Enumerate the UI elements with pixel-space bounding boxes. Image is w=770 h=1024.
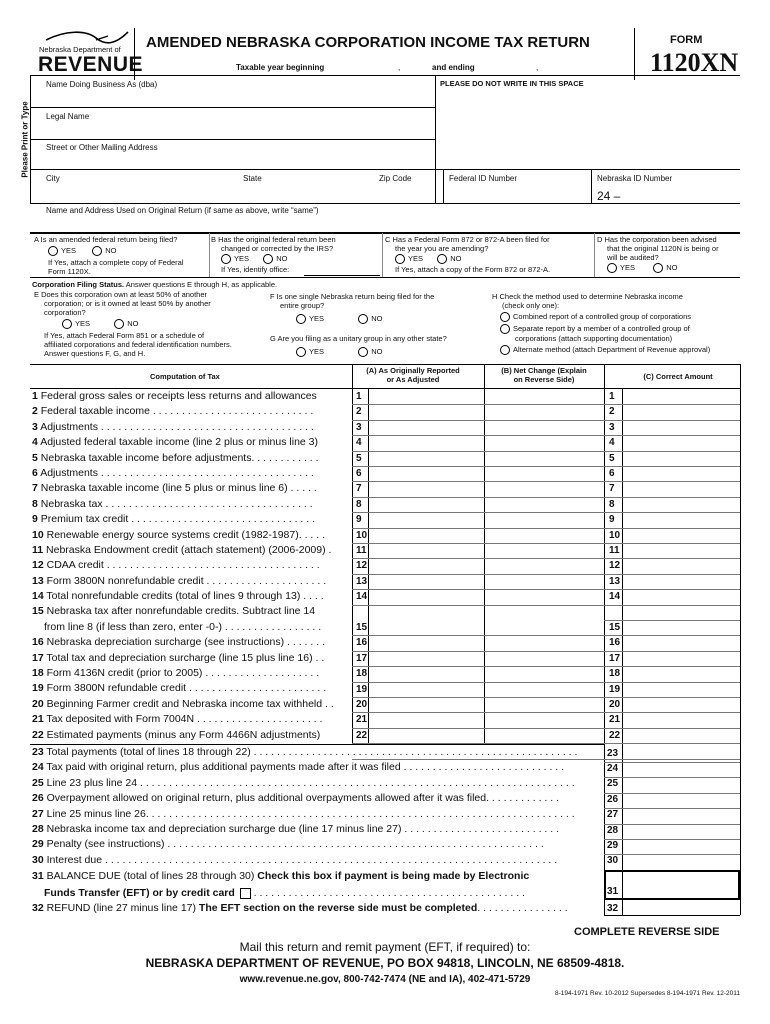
box-c-number: 22 — [609, 729, 621, 741]
year-end-comma: , — [536, 63, 539, 72]
line-4-col-b-input[interactable] — [486, 436, 602, 449]
taxable-year-begin-input[interactable] — [338, 60, 394, 72]
line-20-col-b-input[interactable] — [486, 698, 602, 711]
box-a-number: 17 — [356, 652, 368, 664]
line-7-col-a-input[interactable] — [370, 482, 482, 495]
box-a-number: 12 — [356, 560, 368, 572]
question-b: B Has the original federal return been changed or corrected by the IRS? YES NO If Yes, identify office: — [211, 235, 336, 275]
line-18-col-a-input[interactable] — [370, 667, 482, 680]
box-a-number: 6 — [356, 468, 362, 479]
line-14-col-c-input[interactable] — [624, 590, 738, 603]
box-c-number: 14 — [609, 591, 621, 603]
box-c-number: 3 — [609, 421, 615, 433]
line-12-col-b-input[interactable] — [486, 559, 602, 572]
line-27: 27 Line 25 minus line 26. . . . . . . . . . . . . . . . . . . . . . . . . . . . . . . . . . . . . . . . . . . . . . . . . . . . . . . . . . . . . . . . . . . . . . . . . . — [32, 807, 575, 820]
line-7-col-b-input[interactable] — [486, 482, 602, 495]
form-number: 1120XN — [650, 48, 739, 77]
line-28-input[interactable] — [624, 825, 738, 838]
line-14: 14 Total nonrefundable credits (total of lines 9 through 13) . . . . — [32, 590, 324, 603]
dba-input[interactable] — [44, 90, 434, 106]
year-begin-comma: , — [398, 63, 401, 72]
e-yes-radio[interactable] — [62, 319, 72, 329]
line-2-col-a-input[interactable] — [370, 405, 482, 418]
line-23: 23 Total payments (total of lines 18 through 22) . . . . . . . . . . . . . . . . . . . . . . . . . . . . . . . . . . . . . . . . . . . . . . . . . . . . . . . . — [32, 746, 578, 758]
box-25-number: 25 — [607, 778, 619, 790]
box-a-number: 20 — [356, 699, 368, 710]
box-c-number: 2 — [609, 406, 615, 418]
line-1-col-c-input[interactable] — [624, 390, 738, 403]
question-f: F Is one single Nebraska return being filed for the entire group? YES NO — [270, 292, 435, 323]
line-22: 22 Estimated payments (minus any Form 4466N adjustments) — [32, 728, 321, 741]
box-a-number: 9 — [356, 514, 362, 526]
line-25-input[interactable] — [624, 778, 738, 791]
box-28-number: 28 — [607, 824, 619, 836]
line-9-col-a-input[interactable] — [370, 513, 482, 526]
nebraska-id-label: Nebraska ID Number — [597, 174, 673, 183]
box-c-number: 11 — [609, 545, 620, 556]
box-a-number: 13 — [356, 575, 368, 587]
line-3-col-b-input[interactable] — [486, 421, 602, 434]
complete-reverse-side: COMPLETE REVERSE SIDE — [574, 926, 720, 938]
col-b-header: (B) Net Change (Explain on Reverse Side) — [501, 366, 587, 384]
line-13-col-a-input[interactable] — [370, 575, 482, 588]
line-27-input[interactable] — [624, 809, 738, 822]
taxable-year-label: Taxable year beginning — [236, 63, 325, 72]
line-12-col-a-input[interactable] — [370, 559, 482, 572]
box-26-number: 26 — [607, 793, 619, 805]
box-a-number: 18 — [356, 668, 368, 680]
line-25: 25 Line 23 plus line 24 . . . . . . . . . . . . . . . . . . . . . . . . . . . . . . . . . . . . . . . . . . . . . . . . . . . . . . . . . . . . . . . . . . . . . . . . . . . — [32, 776, 575, 789]
nebraska-id-prefix: 24 – — [597, 189, 621, 203]
line-22-col-b-input[interactable] — [486, 729, 602, 742]
question-c: C Has a Federal Form 872 or 872-A been filed for the year you are amending? YES NO If Yes, attach a copy of the Form 872 or 872-A. — [385, 235, 551, 275]
line-19-col-a-input[interactable] — [370, 683, 482, 696]
line-21-col-a-input[interactable] — [370, 713, 482, 726]
taxable-year-end-input[interactable] — [482, 60, 534, 72]
line-29: 29 Penalty (see instructions) . . . . . . . . . . . . . . . . . . . . . . . . . . . . . . . . . . . . . . . . . . . . . . . . . . . . . . . . . . . . . . . . . — [32, 838, 544, 851]
box-c-number: 10 — [609, 529, 621, 541]
box-c-number: 6 — [609, 468, 615, 479]
dept-small-label: Nebraska Department of — [39, 45, 121, 54]
line-1-col-a-input[interactable] — [370, 390, 482, 403]
mailing-address: NEBRASKA DEPARTMENT OF REVENUE, PO BOX 94818, LINCOLN, NE 68509-4818. — [145, 956, 625, 970]
line-22-col-a-input[interactable] — [370, 729, 482, 742]
line-9-col-c-input[interactable] — [624, 513, 738, 526]
line-11: 11 Nebraska Endowment credit (attach statement) (2006-2009) . — [32, 543, 332, 556]
form-title: AMENDED NEBRASKA CORPORATION INCOME TAX RETURN — [146, 34, 590, 51]
city-label: City — [46, 174, 60, 183]
box-a-number: 21 — [356, 714, 368, 726]
box-c-number: 17 — [609, 652, 621, 664]
contact-info: www.revenue.ne.gov, 800-742-7474 (NE and IA), 402-471-5729 — [239, 974, 531, 985]
signature-swoosh-icon — [36, 26, 132, 46]
h-combined-radio[interactable] — [500, 312, 510, 322]
line-9-col-b-input[interactable] — [486, 513, 602, 526]
line-8-col-a-input[interactable] — [370, 498, 482, 511]
state-label: State — [243, 174, 262, 183]
b-no-radio[interactable] — [263, 254, 273, 264]
box-a-number: 22 — [356, 729, 368, 741]
line-7-col-c-input[interactable] — [624, 482, 738, 495]
box-c-number: 4 — [609, 437, 615, 449]
line-22-col-c-input[interactable] — [624, 729, 738, 742]
c-no-radio[interactable] — [437, 254, 447, 264]
box-c-number: 16 — [609, 637, 621, 649]
side-label: Please Print or Type — [20, 101, 30, 178]
mail-instructions: Mail this return and remit payment (EFT, if required) to: — [239, 940, 531, 954]
question-d: D Has the corporation been advised that the original 1120N is being or will be audited? YES NO — [597, 235, 719, 272]
line-4: 4 Adjusted federal taxable income (line 2 plus or minus line 3) — [32, 436, 319, 449]
dba-label: Name Doing Business As (dba) — [46, 80, 158, 89]
line-5: 5 Nebraska taxable income before adjustments. . . . . . . . . . . . — [32, 451, 319, 464]
and-ending-label: and ending — [432, 63, 475, 72]
long-lines — [32, 746, 604, 867]
line-1: 1 Federal gross sales or receipts less returns and allowances — [32, 390, 317, 402]
box-29-number: 29 — [607, 839, 619, 851]
line-20-col-a-input[interactable] — [370, 698, 482, 711]
box-c-number: 19 — [609, 683, 621, 695]
line-4-col-c-input[interactable] — [624, 436, 738, 449]
col-c-header: (C) Correct Amount — [643, 372, 713, 381]
box-c-number: 18 — [609, 668, 621, 680]
line-7: 7 Nebraska taxable income (line 5 plus or minus line 6) . . . . . — [32, 482, 317, 495]
box-a-number: 19 — [356, 683, 368, 695]
line-5-col-c-input[interactable] — [624, 452, 738, 465]
state-input[interactable] — [240, 184, 370, 200]
b-yes-radio[interactable] — [221, 254, 231, 264]
line-16-col-c-input[interactable] — [624, 636, 738, 649]
line-3-col-c-input[interactable] — [624, 421, 738, 434]
line-8: 8 Nebraska tax . . . . . . . . . . . . . . . . . . . . . . . . . . . . . . . . . . . . — [32, 497, 313, 510]
box-a-number: 15 — [356, 622, 368, 633]
line-30: 30 Interest due . . . . . . . . . . . . . . . . . . . . . . . . . . . . . . . . . . . . . . . . . . . . . . . . . . . . . . . . . . . . . . . . . . . . . . . . . . . . . . — [32, 853, 558, 866]
line-17-col-a-input[interactable] — [370, 652, 482, 665]
box-a-number: 2 — [356, 406, 362, 418]
box-a-number: 7 — [356, 483, 362, 495]
line-19-col-c-input[interactable] — [624, 683, 738, 696]
original-name-label: Name and Address Used on Original Return (if same as above, write “same”) — [46, 206, 319, 215]
line-11-col-c-input[interactable] — [624, 544, 738, 557]
box-a-number: 3 — [356, 421, 362, 433]
line-26-input[interactable] — [624, 794, 738, 807]
f-no-radio[interactable] — [358, 314, 368, 324]
box-c-number: 5 — [609, 452, 615, 464]
line-5-col-b-input[interactable] — [486, 452, 602, 465]
box-a-number: 16 — [356, 637, 368, 649]
box-c-number: 9 — [609, 514, 615, 526]
line-21-col-b-input[interactable] — [486, 713, 602, 726]
line-21-col-c-input[interactable] — [624, 713, 738, 726]
box-27-number: 27 — [607, 809, 619, 821]
line-3: 3 Adjustments . . . . . . . . . . . . . . . . . . . . . . . . . . . . . . . . . . . . . — [32, 420, 314, 433]
box-24-number: 24 — [607, 762, 619, 774]
line-12-col-c-input[interactable] — [624, 559, 738, 572]
col-a-header: (A) As Originally Reported or As Adjusted — [366, 366, 460, 384]
line-12: 12 CDAA credit . . . . . . . . . . . . . . . . . . . . . . . . . . . . . . . . . . . . . — [32, 559, 320, 572]
line-15-col-b-input[interactable] — [486, 621, 602, 634]
line-10-col-a-input[interactable] — [370, 529, 482, 542]
line-20: 20 Beginning Farmer credit and Nebraska income tax withheld . . — [32, 697, 334, 710]
line-9: 9 Premium tax credit . . . . . . . . . . . . . . . . . . . . . . . . . . . . . . . . — [32, 513, 315, 526]
zip-input[interactable] — [376, 184, 440, 200]
box-a-number: 10 — [356, 529, 368, 541]
question-e: E Does this corporation own at least 50% of another corporation; or is it owned at least 50% by another corporation? YES NO If Yes, attach Federal Form 851 or a schedule of affiliated corporations and federal identification numbers. Answer questions F, G, and H. — [34, 290, 232, 359]
line-11-col-b-input[interactable] — [486, 544, 602, 557]
line-2-col-c-input[interactable] — [624, 405, 738, 418]
federal-id-input[interactable] — [447, 184, 587, 200]
line-8-col-b-input[interactable] — [486, 498, 602, 511]
box-c-number: 12 — [609, 560, 621, 572]
box-c-number: 1 — [609, 391, 615, 402]
zip-label: Zip Code — [379, 174, 412, 183]
box-c-number: 8 — [609, 498, 615, 510]
box-a-number: 5 — [356, 452, 362, 464]
legal-name-label: Legal Name — [46, 112, 90, 121]
federal-id-label: Federal ID Number — [449, 174, 518, 183]
revision-info: 8-194-1971 Rev. 10-2012 Supersedes 8-194-1971 Rev. 12-2011 — [554, 990, 740, 997]
box-a-number: 1 — [356, 391, 362, 402]
city-input[interactable] — [44, 184, 234, 200]
line-6: 6 Adjustments . . . . . . . . . . . . . . . . . . . . . . . . . . . . . . . . . . . . . — [32, 466, 314, 479]
line-4-col-a-input[interactable] — [370, 436, 482, 449]
line-13: 13 Form 3800N nonrefundable credit . . . . . . . . . . . . . . . . . . . . . — [32, 574, 327, 587]
line-15-col-a-input[interactable] — [370, 621, 482, 634]
line-15-cont: from line 8 (if less than zero, enter -0-) . . . . . . . . . . . . . . . . . — [44, 620, 322, 633]
line-21: 21 Tax deposited with Form 7004N . . . . . . . . . . . . . . . . . . . . . . — [32, 713, 323, 726]
line-31-input[interactable] — [623, 872, 737, 898]
box-c-number: 20 — [609, 699, 621, 710]
line-18-col-c-input[interactable] — [624, 667, 738, 680]
line-20-col-c-input[interactable] — [624, 698, 738, 711]
g-no-radio[interactable] — [358, 347, 368, 357]
line-19-col-b-input[interactable] — [486, 683, 602, 696]
h-alternate-radio[interactable] — [500, 345, 510, 355]
line-16-col-b-input[interactable] — [486, 636, 602, 649]
line-1-col-b-input[interactable] — [486, 390, 602, 403]
a-no-radio[interactable] — [92, 246, 102, 256]
line-29-input[interactable] — [624, 840, 738, 853]
line-28: 28 Nebraska income tax and depreciation surcharge due (line 17 minus line 27) . . . . . . . . . . . . . . . . . . . . . . . . . . . — [32, 822, 560, 835]
line-16-col-a-input[interactable] — [370, 636, 482, 649]
line-31: 31 BALANCE DUE (total of lines 28 through 30) Check this box if payment is being made by Electronic Funds Transfer (EFT) or by credit card . . . . . . . . . . . . . . . . . . . . . . . . . . . . . . . . . . . . . . . . . . . . . . . — [32, 870, 530, 899]
line-15-col-c-input[interactable] — [624, 621, 738, 634]
line-19: 19 Form 3800N refundable credit . . . . . . . . . . . . . . . . . . . . . . . . — [32, 682, 327, 695]
line-10: 10 Renewable energy source systems credit (1982-1987). . . . . — [32, 528, 325, 541]
line-17: 17 Total tax and depreciation surcharge (line 15 plus line 16) . . — [32, 651, 325, 664]
line-17-col-b-input[interactable] — [486, 652, 602, 665]
box-c-number: 21 — [609, 714, 621, 726]
f-yes-radio[interactable] — [296, 314, 306, 324]
line-10-col-c-input[interactable] — [624, 529, 738, 542]
c-yes-radio[interactable] — [395, 254, 405, 264]
line-32-input[interactable] — [623, 901, 737, 914]
question-h: H Check the method used to determine Nebraska income (check only one): Combined report of a controlled group of corporations Separate report by a member of a controlled group of corporations (attach supporting documentation) Alternate method (attach Department of Revenue approval) — [492, 292, 711, 355]
form-label: FORM — [670, 34, 703, 46]
line-30-input[interactable] — [624, 855, 738, 868]
h-separate-radio[interactable] — [500, 324, 510, 334]
line-14-col-b-input[interactable] — [486, 590, 602, 603]
box-c-number: 15 — [609, 622, 621, 633]
line-6-col-a-input[interactable] — [370, 467, 482, 480]
box-a-number: 8 — [356, 498, 362, 510]
box-30-number: 30 — [607, 855, 619, 867]
line-6-col-b-input[interactable] — [486, 467, 602, 480]
line-10-col-b-input[interactable] — [486, 529, 602, 542]
line-6-col-c-input[interactable] — [624, 467, 738, 480]
g-yes-radio[interactable] — [296, 347, 306, 357]
line-14-col-a-input[interactable] — [370, 590, 482, 603]
question-g: G Are you filing as a unitary group in any other state? YES NO — [270, 334, 447, 356]
street-label: Street or Other Mailing Address — [46, 143, 158, 152]
e-no-radio[interactable] — [114, 319, 124, 329]
line-11-col-a-input[interactable] — [370, 544, 482, 557]
line-13-col-c-input[interactable] — [624, 575, 738, 588]
line-2: 2 Federal taxable income . . . . . . . . . . . . . . . . . . . . . . . . . . . . — [32, 405, 314, 418]
box-32-number: 32 — [607, 903, 619, 914]
box-c-number: 7 — [609, 483, 615, 495]
a-yes-radio[interactable] — [48, 246, 58, 256]
box-31-number: 31 — [607, 886, 619, 897]
box-a-number: 11 — [356, 545, 367, 556]
d-no-radio[interactable] — [653, 263, 663, 273]
d-yes-radio[interactable] — [607, 263, 617, 273]
box-c-number: 13 — [609, 575, 621, 587]
line-17-col-c-input[interactable] — [624, 652, 738, 665]
legal-name-input[interactable] — [44, 122, 434, 138]
line-13-col-b-input[interactable] — [486, 575, 602, 588]
line-24: 24 Tax paid with original return, plus additional payments made after it was filed . . . . . . . . . . . . . . . . . . . . . . . . . . . . — [32, 761, 565, 774]
box-a-number: 14 — [356, 591, 368, 603]
computation-lines — [32, 390, 352, 742]
line-18: 18 Form 4136N credit (prior to 2005) . . . . . . . . . . . . . . . . . . . . — [32, 667, 320, 680]
line-18-col-b-input[interactable] — [486, 667, 602, 680]
line-26: 26 Overpayment allowed on original return, plus additional overpayments allowed after it was filed. . . . . . . . . . . . . — [32, 792, 560, 805]
eft-checkbox[interactable] — [240, 888, 251, 899]
line-16: 16 Nebraska depreciation surcharge (see instructions) . . . . . . . — [32, 636, 325, 649]
line-8-col-c-input[interactable] — [624, 498, 738, 511]
question-a: A Is an amended federal return being filed? YES NO If Yes, attach a complete copy of Federal Form 1120X. — [34, 235, 184, 277]
computation-header: Computation of Tax — [150, 372, 220, 381]
line-15: 15 Nebraska tax after nonrefundable credits. Subtract line 14 — [32, 605, 316, 618]
street-input[interactable] — [44, 153, 434, 169]
original-name-input[interactable] — [44, 216, 734, 232]
dept-logo-text: REVENUE — [38, 53, 144, 76]
box-a-number: 4 — [356, 437, 362, 449]
filing-status-heading: Corporation Filing Status. Answer questions E through H, as applicable. — [32, 280, 278, 289]
line-3-col-a-input[interactable] — [370, 421, 482, 434]
nebraska-id-input[interactable] — [622, 186, 736, 200]
line-5-col-a-input[interactable] — [370, 452, 482, 465]
line-2-col-b-input[interactable] — [486, 405, 602, 418]
line-24-input[interactable] — [624, 763, 738, 776]
line-23-input[interactable] — [624, 748, 738, 761]
b-office-input[interactable] — [304, 266, 380, 276]
box-23-number: 23 — [607, 747, 619, 759]
line-32: 32 REFUND (line 27 minus line 17) The EFT section on the reverse side must be completed. . . . . . . . . . . . . . . . — [32, 902, 568, 914]
dept-logo-block — [36, 26, 144, 78]
do-not-write-label: PLEASE DO NOT WRITE IN THIS SPACE — [440, 79, 584, 88]
